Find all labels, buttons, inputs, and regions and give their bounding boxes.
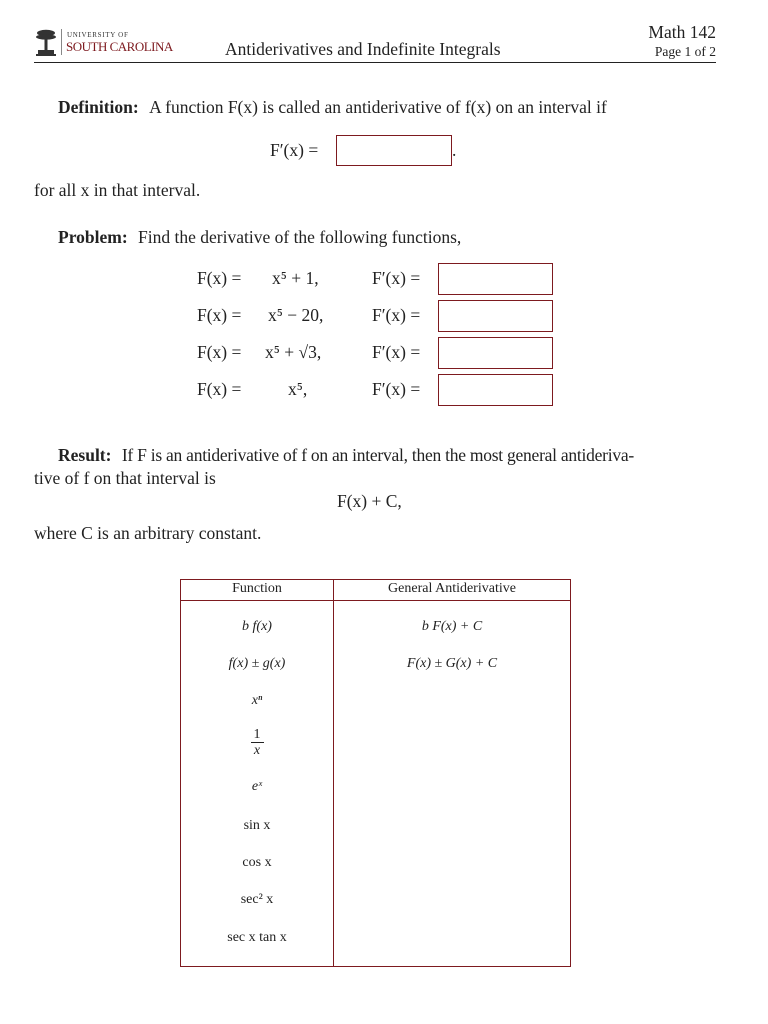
problem-row-2-rhs: x⁵ − 20,: [268, 305, 324, 325]
problem-paragraph: [58, 227, 461, 248]
course-name: Math 142: [648, 22, 716, 42]
table-header-antiderivative: General Antiderivative: [388, 581, 516, 596]
problem-row-4-lhs: F(x) =: [197, 379, 242, 399]
table-column-divider: [333, 580, 334, 966]
problem-row-4-rhs: x⁵,: [288, 379, 308, 399]
table-row-2-function: f(x) ± g(x): [228, 656, 286, 671]
problem-row-2-deriv: F′(x) =: [372, 305, 421, 325]
definition-equation-lhs: F′(x) =: [270, 140, 319, 160]
problem-row-2-answer-box[interactable]: [438, 300, 553, 332]
table-row-8-function: sec² x: [240, 892, 274, 907]
table-row-9-function: sec x tan x: [227, 930, 287, 945]
definition-after-text: for all x in that interval.: [34, 180, 201, 200]
table-row-5-function: eˣ: [251, 779, 263, 794]
palmetto-icon: [34, 27, 58, 57]
definition-answer-box[interactable]: [336, 135, 452, 166]
problem-row-2-lhs: F(x) =: [197, 305, 242, 325]
problem-row-1-rhs: x⁵ + 1,: [272, 268, 319, 288]
logo-university-text: UNIVERSITY OF: [67, 31, 129, 39]
result-text-line-1: If F is an antiderivative of f on an interval, then the most general antideriva-: [121, 445, 634, 465]
problem-row-1-deriv: F′(x) =: [372, 268, 421, 288]
logo-divider: [61, 29, 62, 55]
definition-label: Definition:: [58, 97, 139, 117]
problem-row-3-answer-box[interactable]: [438, 337, 553, 369]
table-row-1-antiderivative: b F(x) + C: [421, 619, 483, 634]
university-logo: [34, 27, 184, 57]
result-formula: F(x) + C,: [337, 491, 402, 511]
header-rule: [34, 62, 716, 63]
result-after-text: where C is an arbitrary constant.: [34, 523, 262, 543]
table-row-6-function: sin x: [243, 818, 271, 833]
table-row-7-function: cos x: [242, 855, 272, 870]
problem-row-3-rhs: x⁵ + √3,: [265, 342, 322, 362]
problem-row-1-lhs: F(x) =: [197, 268, 242, 288]
page-title: Antiderivatives and Indefinite Integrals: [225, 39, 501, 59]
problem-row-4-deriv: F′(x) =: [372, 379, 421, 399]
result-text-line-2: tive of f on that interval is: [34, 468, 216, 488]
fraction-one-over-x: [251, 727, 264, 758]
antiderivative-table: [180, 579, 571, 967]
table-row-3-function: xⁿ: [251, 693, 263, 708]
problem-text: Find the derivative of the following functions,: [138, 227, 462, 247]
problem-label: Problem:: [58, 227, 128, 247]
problem-row-3-lhs: F(x) =: [197, 342, 242, 362]
definition-paragraph: [58, 97, 607, 118]
table-row-4-function: [181, 727, 333, 758]
table-header-function: Function: [232, 581, 282, 596]
table-row-2-antiderivative: F(x) ± G(x) + C: [406, 656, 498, 671]
fraction-numerator: 1: [251, 727, 264, 743]
problem-row-1-answer-box[interactable]: [438, 263, 553, 295]
fraction-denominator: x: [253, 743, 261, 758]
page-number: Page 1 of 2: [654, 44, 716, 59]
result-label: Result:: [58, 445, 112, 465]
logo-school-text: SOUTH CAROLINA: [66, 39, 173, 54]
problem-row-3-deriv: F′(x) =: [372, 342, 421, 362]
result-line-1: [58, 445, 634, 466]
problem-row-4-answer-box[interactable]: [438, 374, 553, 406]
table-row-1-function: b f(x): [242, 619, 272, 634]
definition-equation-end: .: [452, 140, 457, 160]
table-header-divider: [181, 600, 570, 601]
definition-text: A function F(x) is called an antiderivative of f(x) on an interval if: [149, 97, 607, 117]
